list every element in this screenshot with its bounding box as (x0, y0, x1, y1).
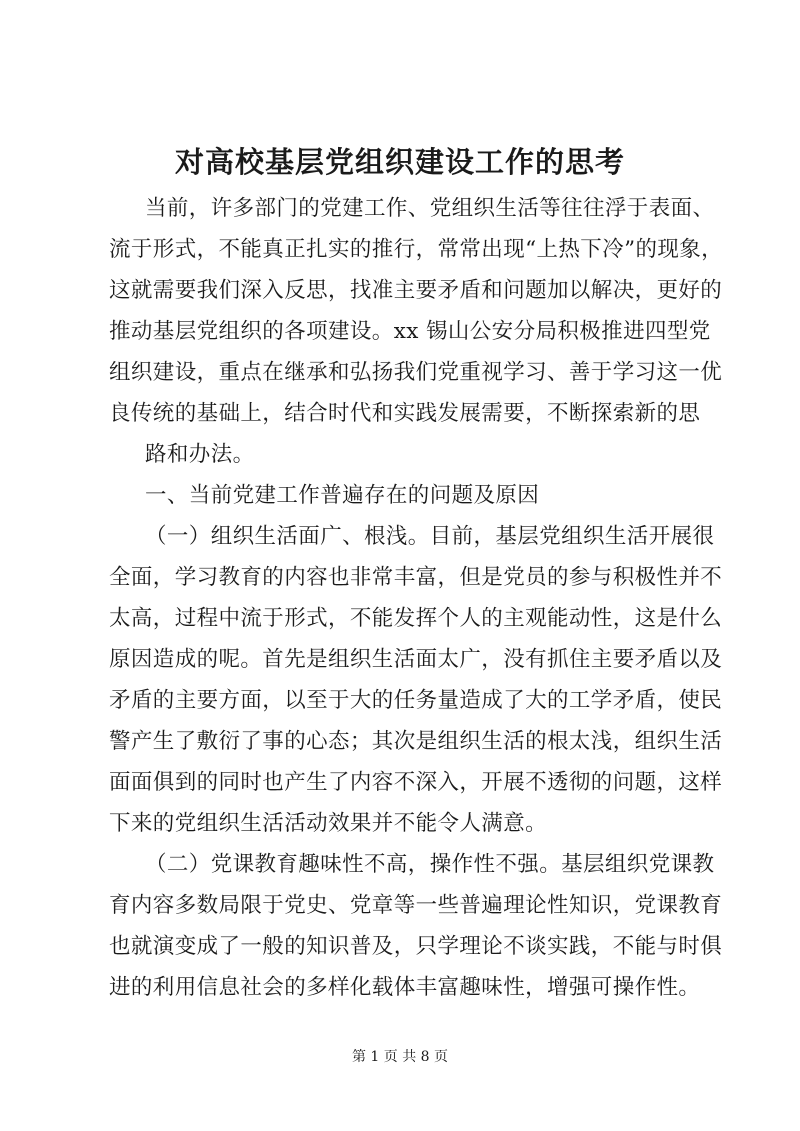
page-number-footer: 第 1 页 共 8 页 (351, 1049, 449, 1065)
body-line-12: 原因造成的呢。首先是组织生活面太广，没有抓住主要矛盾以及 (109, 647, 723, 672)
body-line-1: 当前，许多部门的党建工作、党组织生活等往往浮于表面、 (145, 196, 715, 221)
body-line-14: 警产生了敷衍了事的心态；其次是组织生活的根太浅，组织生活 (109, 729, 723, 754)
body-line-19: 也就演变成了一般的知识普及，只学理论不谈实践，不能与时俱 (109, 934, 723, 959)
document-title: 对高校基层党组织建设工作的思考 (174, 145, 625, 179)
body-line-5: 组织建设，重点在继承和弘扬我们党重视学习、善于学习这一优 (109, 360, 723, 385)
body-line-4: 推动基层党组织的各项建设。xx 锡山公安分局积极推进四型党 (109, 319, 711, 344)
body-line-15: 面面俱到的同时也产生了内容不深入，开展不透彻的问题，这样 (109, 770, 723, 795)
body-line-18: 育内容多数局限于党史、党章等一些普遍理论性知识，党课教育 (109, 893, 723, 918)
section-heading-1: 一、当前党建工作普遍存在的问题及原因 (145, 483, 540, 508)
body-line-11: 太高，过程中流于形式，不能发挥个人的主观能动性，这是什么 (109, 606, 723, 631)
body-line-16: 下来的党组织生活活动效果并不能令人满意。 (109, 811, 548, 836)
body-line-20: 进的利用信息社会的多样化载体丰富趣味性，增强可操作性。 (109, 975, 701, 1000)
body-line-13: 矛盾的主要方面，以至于大的任务量造成了大的工学矛盾，使民 (109, 688, 723, 713)
body-line-10: 全面，学习教育的内容也非常丰富，但是党员的参与积极性并不 (109, 565, 723, 590)
body-line-6: 良传统的基础上，结合时代和实践发展需要，不断探索新的思 (109, 401, 701, 426)
body-line-7: 路和办法。 (145, 442, 255, 467)
body-line-3: 这就需要我们深入反思，找准主要矛盾和问题加以解决，更好的 (109, 278, 723, 303)
body-line-9: （一）组织生活面广、根浅。目前，基层党组织生活开展很 (145, 524, 715, 549)
body-line-2: 流于形式，不能真正扎实的推行，常常出现“上热下冷”的现象， (109, 237, 724, 262)
body-line-17: （二）党课教育趣味性不高，操作性不强。基层组织党课教 (145, 852, 715, 877)
